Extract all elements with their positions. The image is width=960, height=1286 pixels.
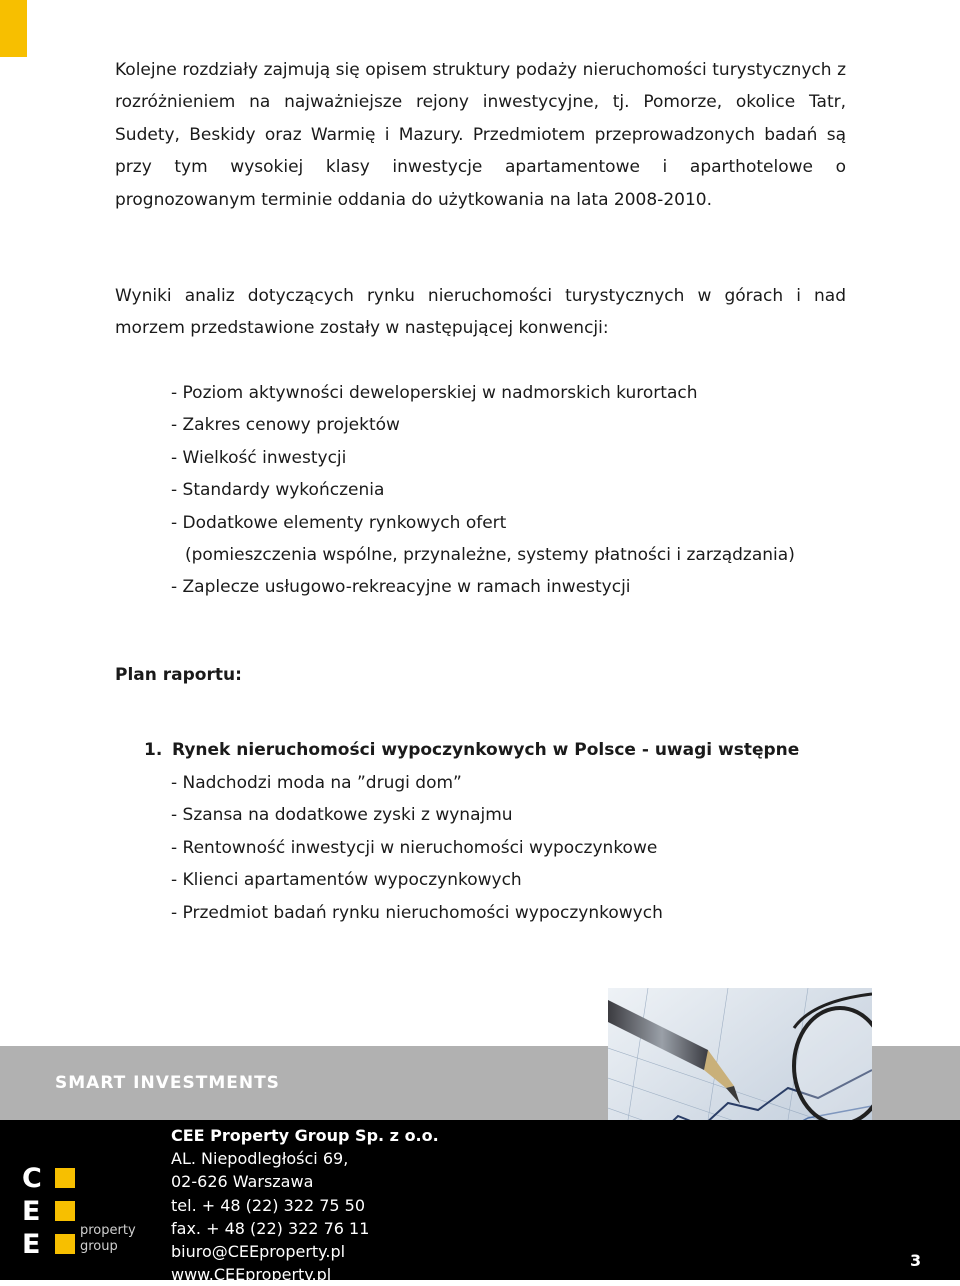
list-item: - Standardy wykończenia	[171, 480, 385, 501]
section-heading	[144, 734, 799, 766]
logo-square-icon	[55, 1168, 75, 1188]
list-item-continuation: (pomieszczenia wspólne, przynależne, systemy płatności i zarządzania)	[185, 544, 795, 565]
address-city: 02-626 Warszawa	[171, 1172, 314, 1192]
section-number: 1.	[144, 740, 163, 760]
section-topic-list	[171, 767, 663, 929]
logo-letter-e: E	[22, 1196, 41, 1227]
list-item: - Rentowność inwestycji w nieruchomości wypoczynkowe	[171, 837, 658, 858]
contact-block	[171, 1124, 439, 1286]
phone: tel. + 48 (22) 322 75 50	[171, 1195, 366, 1215]
logo-square-icon	[55, 1201, 75, 1221]
results-paragraph: Wyniki analiz dotyczących rynku nieruchomości turystycznych w górach i nad morzem przedstawione zostały w następującej konwencji:	[115, 286, 846, 339]
list-item: - Klienci apartamentów wypoczynkowych	[171, 870, 522, 891]
logo-text: property	[80, 1223, 136, 1238]
tagline: SMART INVESTMENTS	[55, 1073, 280, 1093]
list-item: - Wielkość inwestycji	[171, 447, 347, 468]
list-item: - Przedmiot badań rynku nieruchomości wypoczynkowych	[171, 902, 663, 923]
cee-logo	[20, 1163, 145, 1260]
company-name: CEE Property Group Sp. z o.o.	[171, 1126, 439, 1145]
logo-text: group	[80, 1239, 118, 1254]
list-item: - Dodatkowe elementy rynkowych ofert	[171, 512, 507, 533]
list-item: - Poziom aktywności deweloperskiej w nadmorskich kurortach	[171, 383, 698, 403]
section-title: Rynek nieruchomości wypoczynkowych w Polsce - uwagi wstępne	[172, 740, 800, 760]
address-street: AL. Niepodległości 69,	[171, 1149, 349, 1169]
email-link[interactable]: biuro@CEEproperty.pl	[171, 1241, 346, 1261]
website-link[interactable]: www.CEEproperty.pl	[171, 1265, 332, 1285]
logo-letter-c: C	[22, 1163, 42, 1194]
list-item: - Szansa na dodatkowe zyski z wynajmu	[171, 805, 513, 826]
corner-accent-tab	[0, 0, 27, 57]
logo-square-icon	[55, 1234, 75, 1254]
intro-paragraph: Kolejne rozdziały zajmują się opisem struktury podaży nieruchomości turystycznych z rozróżnieniem na najważniejsze rejony inwestycyjne, tj. Pomorze, okolice Tatr, Sudety, Beskidy oraz Warmię i Mazury. Przedmiotem przeprowadzonych badań są przy tym wysokiej klasy inwestycje apartamentowe i aparthotelowe o prognozowanym terminie oddania do użytkowania na lata 2008-2010.	[115, 60, 846, 210]
logo-letter-e: E	[22, 1229, 41, 1260]
fax: fax. + 48 (22) 322 76 11	[171, 1218, 370, 1238]
list-item: - Zaplecze usługowo-rekreacyjne w ramach inwestycji	[171, 577, 631, 598]
plan-heading: Plan raportu:	[115, 665, 242, 685]
list-item: - Zakres cenowy projektów	[171, 415, 400, 436]
list-item: - Nadchodzi moda na ”drugi dom”	[171, 773, 462, 793]
page-number: 3	[910, 1251, 922, 1270]
convention-list	[171, 377, 795, 604]
